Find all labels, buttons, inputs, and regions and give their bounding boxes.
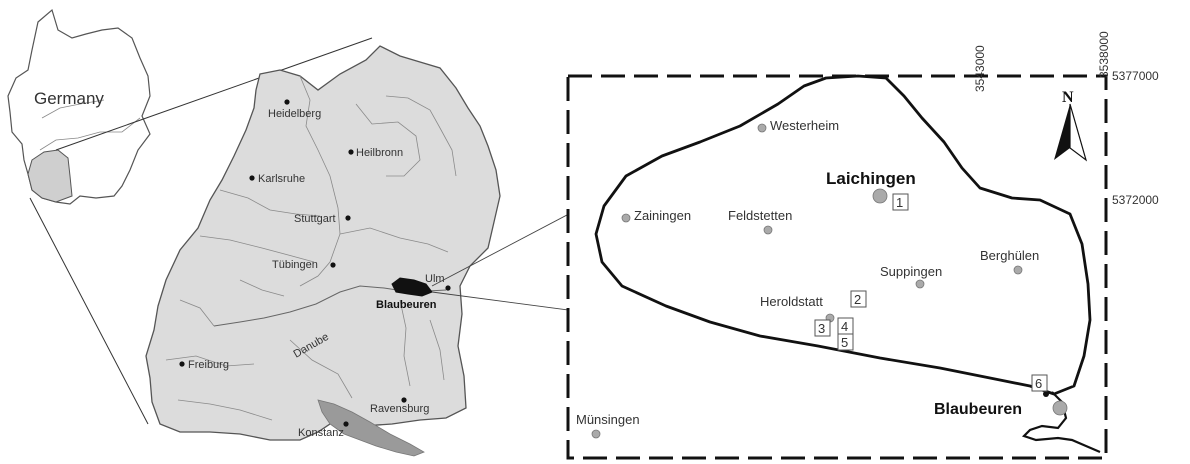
town-dot-laichingen	[873, 189, 887, 203]
city-dot-tuebingen	[330, 262, 335, 267]
city-label-ravensburg: Ravensburg	[370, 403, 430, 415]
city-label-freiburg: Freiburg	[188, 359, 229, 371]
state-map	[146, 46, 500, 456]
city-dot-ulm	[445, 285, 450, 290]
site-dot-6	[1043, 391, 1049, 397]
easting-label: 3538000	[1097, 31, 1111, 78]
city-label-tuebingen: Tübingen	[272, 259, 318, 271]
site-number: 6	[1035, 376, 1043, 391]
town-dot-muensingen	[592, 430, 600, 438]
germany-label: Germany	[34, 89, 104, 108]
city-dot-stuttgart	[345, 215, 350, 220]
town-label-blaubeuren: Blaubeuren	[934, 401, 1023, 418]
town-label-berghuelen: Berghülen	[980, 248, 1040, 263]
city-dot-heidelberg	[284, 99, 289, 104]
bw-inset-highlight	[28, 150, 72, 202]
site-marker-1	[893, 194, 908, 210]
town-dot-suppingen	[916, 280, 924, 288]
northing-label: 5372000	[1112, 193, 1159, 207]
northing-label: 5377000	[1112, 69, 1159, 83]
town-label-heroldstatt: Heroldstatt	[760, 294, 823, 309]
town-dot-zainingen	[622, 214, 630, 222]
detail-map	[568, 31, 1159, 458]
town-dot-feldstetten	[764, 226, 772, 234]
state-outline	[146, 46, 500, 440]
town-dot-berghuelen	[1014, 266, 1022, 274]
site-marker-4	[838, 318, 853, 334]
site-marker-3	[815, 320, 830, 336]
site-number: 3	[818, 321, 826, 336]
river-label-danube: Danube	[291, 330, 331, 361]
town-label-feldstetten: Feldstetten	[728, 208, 793, 223]
easting-label: 3543000	[973, 45, 987, 92]
site-marker-5	[838, 334, 853, 350]
town-label-zainingen: Zainingen	[634, 208, 692, 223]
town-dot-westerheim	[758, 124, 766, 132]
city-dot-ravensburg	[401, 397, 406, 402]
detail-map-frame	[568, 76, 1106, 458]
site-number: 5	[841, 335, 849, 350]
city-label-blaubeuren: Blaubeuren	[376, 299, 437, 311]
city-label-konstanz: Konstanz	[298, 427, 344, 439]
city-dot-freiburg	[179, 361, 184, 366]
site-number: 2	[854, 292, 862, 307]
city-dot-karlsruhe	[249, 175, 254, 180]
city-label-karlsruhe: Karlsruhe	[258, 173, 306, 185]
town-dot-blaubeuren	[1053, 401, 1067, 415]
connector-line	[30, 198, 148, 424]
site-number: 1	[896, 195, 904, 210]
north-arrow-label: N	[1062, 89, 1074, 106]
town-label-suppingen: Suppingen	[880, 264, 943, 279]
city-dot-konstanz	[343, 421, 348, 426]
site-marker-2	[851, 291, 866, 307]
town-label-muensingen: Münsingen	[576, 412, 640, 427]
germany-overview	[8, 10, 150, 204]
city-dot-heilbronn	[348, 149, 353, 154]
city-label-heilbronn: Heilbronn	[356, 147, 404, 159]
site-number: 4	[841, 319, 849, 334]
city-label-ulm: Ulm	[425, 273, 445, 285]
site-marker-6	[1032, 375, 1047, 391]
city-label-heidelberg: Heidelberg	[268, 108, 322, 120]
town-label-laichingen: Laichingen	[826, 169, 916, 188]
city-label-stuttgart: Stuttgart	[294, 213, 336, 225]
town-label-westerheim: Westerheim	[770, 118, 840, 133]
